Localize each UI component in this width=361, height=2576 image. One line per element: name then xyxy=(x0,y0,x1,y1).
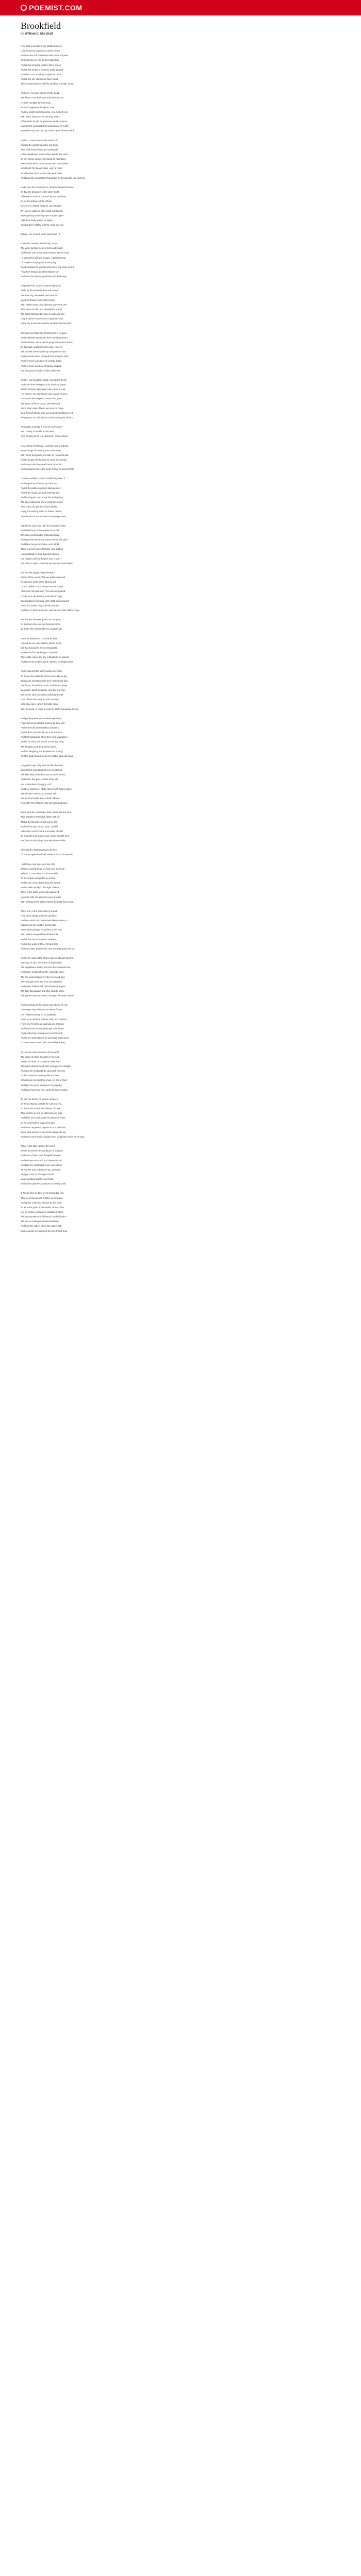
stanza xyxy=(21,1050,340,1092)
stanza xyxy=(21,763,340,805)
poem-line: And kept his youth, and grew in sympathy, xyxy=(21,1083,62,1087)
stanza xyxy=(21,669,340,711)
poem-line: Tell who lies covered up, forever still: xyxy=(21,792,57,795)
poem-line: Ah me! the door is broken now, and wide xyxy=(21,1168,61,1171)
poem-line: And love, in that rude home, was blessed with children's cry. xyxy=(21,609,80,612)
byline-prefix: by xyxy=(21,32,24,36)
poem-line: In wisdom's word and deed and pleasure's mirth) xyxy=(21,125,69,128)
poem-line: And all the airy spirits now have found xyxy=(21,77,58,80)
stanza xyxy=(21,716,340,758)
poem-line: Haply, the warring world no braver breeds, xyxy=(21,510,62,513)
poem-line: And sometimes there the heart of love be poured forth. xyxy=(21,468,75,471)
poem-line: The moonlit stream and crop the golden moss; xyxy=(21,350,67,353)
poem-line: Down in an old-time pasture road, and claimed xyxy=(21,1018,67,1021)
poem-line: And mystic trilliums still had heavensent gaze, xyxy=(21,985,66,988)
stanza xyxy=(21,232,340,236)
stanza xyxy=(21,523,340,566)
poem-line: And loved his fellow men, and had love's victory. xyxy=(21,1088,68,1091)
poem-line: Dear Friend! Whose love our weak remembrance fed, xyxy=(21,411,74,414)
poem-line: In freedom-rest from the successes of strife xyxy=(21,829,63,833)
poem-line: Behold, one cometh in the spirit now!− 1 xyxy=(21,233,60,236)
poem-line: And now the dull heart leaps with love's surprise, xyxy=(21,54,69,57)
poem-line: With cattle's tread, and withered grieve the tree xyxy=(21,303,67,306)
poem-line: And rain upon the roof, and dreamy mood, xyxy=(21,1159,62,1162)
poem-line: And so he roamed the shores and woods and clearns, xyxy=(21,957,74,960)
poem-line: A wealth of tender, melancholy song— xyxy=(21,242,59,245)
stanza xyxy=(21,91,340,133)
poem-line: What though his coming was unheralded xyxy=(21,449,61,452)
poem-line: With pomp and praise, he hath his reward at last; xyxy=(21,453,69,456)
poem-line: They crooned, in midst of work for all the household throng. xyxy=(21,707,79,710)
poem-line: He is of happiness the spirit's core: xyxy=(21,106,55,109)
poem-line: Seeking, for aye, the bloom of yesterdays: xyxy=(21,961,62,964)
poem-line: And brush the enchanted shroud that lay beyond the rule and line. xyxy=(21,176,86,179)
poem-line: Upon the hills, for all whose eyes are dim xyxy=(21,895,61,899)
poem-line: Through field and wood, with young eyes of delight! xyxy=(21,1065,71,1067)
poem-line: He was the first life-bringer to explore xyxy=(21,651,58,654)
poem-line: Clung like a welcome ivied to his dead, buried earth. xyxy=(21,322,72,325)
poem-line: And prove the settler's worth, beyond his bright wants. xyxy=(21,660,74,664)
poem-line: Of this creatures roaming wild and free, xyxy=(21,1074,59,1077)
poem-line: But oh! the wives in rudest suffering strong! xyxy=(21,693,63,697)
poem-line: That bent o'er him, and dwindled to a path xyxy=(21,308,62,311)
poem-byline xyxy=(21,32,340,36)
stanza xyxy=(21,909,340,951)
poem-line: Toiling and sweating while they hacked and hew xyxy=(21,679,68,682)
stanza xyxy=(21,810,340,843)
poem-line: Wherefore my soul hath joy in life's great freedom-birth. xyxy=(21,129,75,132)
poem-line: Reared by the villagers unto his worth and fame. xyxy=(21,802,69,805)
poem-line: And the life-giving sun in splendour sprang, xyxy=(21,750,63,753)
poem-line: Yet still we sing: Saul hath his thousands slain, xyxy=(21,524,67,527)
poem-line: And saw the nesting birds, and back and nod xyxy=(21,1070,65,1073)
stanza xyxy=(21,636,340,665)
poem-line: And of the ringing ax, and crashing tree, xyxy=(21,491,60,494)
poem-line: Death mocked his young heart-woes, and soon among xyxy=(21,265,75,268)
poem-line: And ease of heart, and thoughtful reverie, xyxy=(21,1154,62,1157)
poem-line: That men look up and brighten at thy name, xyxy=(21,1196,64,1199)
poem-line: With robin's song and the arbutus trail, xyxy=(21,933,59,936)
poem-line: Above the hill-tops now. This soil-won ground xyxy=(21,590,65,593)
stanza xyxy=(21,378,340,420)
poem-line: The blue flag waved, and blue grew to shine, xyxy=(21,990,65,993)
poem-line: Comes up the evensong of the lone thrush soul. xyxy=(21,1229,68,1232)
poem-line: That passeth o'er this hill, laden with life. xyxy=(21,816,61,819)
poem-line: And to walk humbly in the sight of Him! xyxy=(21,886,59,889)
poem-line: And from the valley, where the waters roll, xyxy=(21,1225,62,1228)
poem-line: Among the mounds of love-no more alone— xyxy=(21,426,64,429)
poem-container xyxy=(21,21,340,1238)
poem-line: Behold, O man, what is it that He wills xyxy=(21,872,58,875)
poem-line: Thus, in the olden vision still outpoured xyxy=(21,891,59,894)
poem-line: That led him on and on with heavenly sign, xyxy=(21,1112,63,1115)
poem-line: Long years ago, they went to take their rest xyxy=(21,764,63,767)
stanza xyxy=(21,617,340,631)
poem-line: Than he who turns a forest into waving meads. xyxy=(21,515,67,518)
poem-line: (Tales have been told of humour all their own, xyxy=(21,721,65,724)
poem-line: Whence cometh help! My help is in the Lord! xyxy=(21,867,64,870)
poem-line: And venerate the strong nation's head with gold, xyxy=(21,538,68,541)
poem-line: Our hands to kill our brother man in war— xyxy=(21,557,62,560)
poem-line: A first lover's privilege, and was not shamed xyxy=(21,1022,64,1025)
poem-line: And so, I mount the richest sunset hill, xyxy=(21,139,58,142)
poem-line: Or ye, the arbours of the Infinite xyxy=(21,200,52,203)
poem-line: In love-awakened hearts where dwells the name xyxy=(21,152,68,156)
poem-line: And some came there to praise who could have cheered his way. xyxy=(21,1135,85,1138)
poem-title: Brookfield xyxy=(21,21,61,31)
poem-line: Where all the country folk are gathered round xyxy=(21,576,65,579)
stanza xyxy=(21,848,340,857)
poem-line: Wide opening dreaming eyes in spirit sight— xyxy=(21,214,65,217)
poem-line: In the first settler's log-hut built near by; xyxy=(21,604,59,607)
poem-line: There is the little cabin in the tree,6 xyxy=(21,1145,55,1148)
poem-line: Is holy: here the burning bush flamed high xyxy=(21,595,62,598)
stanza xyxy=(21,956,340,998)
poem-line: My friend had fondest greeting for the flower, xyxy=(21,1027,65,1030)
poem-line: And speak of genius, and put by the news xyxy=(21,1201,62,1204)
poem-line: And firm big but, and brook the settling free xyxy=(21,496,63,499)
poem-line: And flower, and brook, and meadow: Not for long xyxy=(21,251,69,255)
poem-line: Singing their ecstasy unto the wind and rain. xyxy=(21,223,64,226)
poem-line: Shewing the heart aspiring to be free xyxy=(21,849,57,852)
poem-line: Of things that lay outside the rule and line, xyxy=(21,1102,62,1105)
poem-line: Beneath the spreading trees on yonder hill— xyxy=(21,769,65,772)
poem-line: Were hanging near the rose and eglantine, xyxy=(21,980,63,983)
poem-line: The day is melting into tenderest flame xyxy=(21,1220,59,1223)
poem-line: Ah, he was richly dowered of the earth! xyxy=(21,1050,59,1054)
poem-line: Of one uplifted voice, whose echoes sound xyxy=(21,585,63,588)
poem-line: Such is the quietness and lack of earthly pride. xyxy=(21,1182,67,1185)
poem-line: From utter, last neglect, a name that gave xyxy=(21,397,62,400)
poem-line: And high assurance when their work was done.) xyxy=(21,736,68,739)
poem-line: Thus, am I in the spirit with my friend, xyxy=(21,909,58,912)
poem-line: Alas! how many waken up again, xyxy=(21,218,53,222)
poem-line: He hath mortality forever shed, xyxy=(21,101,51,104)
poem-line: Nor life require to reach in sculptured frame, xyxy=(21,1210,64,1213)
poem-line: The mayflowers smiled and lent their sweetest airs, xyxy=(21,966,71,969)
poem-line: To those who made the homes here day by day xyxy=(21,674,68,677)
poem-line: And all the brooding earth is full of cheers xyxy=(21,63,62,66)
poem-line: And trees give the flowers he loved are spread, xyxy=(21,458,67,461)
poem-line: And asters curtsied from the road-side ways; xyxy=(21,971,65,974)
poem-line: And when he passed beyond at Sun's decline, xyxy=(21,1126,67,1129)
poem-line: The grace of sand, the daisy in the sod, xyxy=(21,1055,60,1058)
stanza xyxy=(21,44,340,86)
poem-line: He bringeth far-off memory of the sea, xyxy=(21,482,58,485)
poem-line: And all the lure of freedom undenied, xyxy=(21,938,57,941)
poem-line: This is the hill where I was sun-to find xyxy=(21,820,58,823)
poem-line: Was reared within those woods with spark divine. xyxy=(21,162,69,165)
poem-line: The friend I love hath part of death no more, xyxy=(21,96,64,99)
poem-line: And all the world of life of hill and dale, xyxy=(21,942,59,945)
poem-line: Little of rest there was for such as they, xyxy=(21,698,59,701)
poem-line: And sings its joy, For 'tis the happy time xyxy=(21,59,60,62)
poem-line: Where homing nightingale none came to lend xyxy=(21,388,65,391)
poem-line: To wake thee up to visions that were thine xyxy=(21,172,62,175)
poem-line: And lit his soul, and made his utterance shine. xyxy=(21,1116,66,1120)
site-header xyxy=(0,0,361,15)
poem-line: And light the world hath never understood. xyxy=(21,1163,62,1166)
poem-line: And it was well the body's wants were few, xyxy=(21,670,62,673)
poem-line: And evermore were changed from sheep to man; xyxy=(21,355,69,358)
poem-line: With lavish bounty of his teeming worth, xyxy=(21,115,60,118)
poem-line: With seeking in the places where the battle-fires swim. xyxy=(21,900,74,903)
poem-line: Of him whose genius, borrowing its high flame, xyxy=(21,158,67,161)
stanza xyxy=(21,283,340,326)
poem-line: Loud gratitude to God-that died upheld! xyxy=(21,552,59,555)
author-link[interactable]: William E. Marshall xyxy=(25,32,53,36)
logo-icon xyxy=(21,5,27,11)
poem-line: the garden patch and grain, and flax and hay;— xyxy=(21,689,68,692)
poem-line: But the First Settler has a shaft of flame xyxy=(21,796,60,800)
poem-line: On yonder hill, close to a great high road, xyxy=(21,284,61,287)
stanza xyxy=(21,570,340,613)
poem-line: Singing the wandering echo of a home xyxy=(21,143,59,146)
poem-line: Not that the Venturer grows rich on great, xyxy=(21,618,61,621)
poem-line: The Poet lay, unheeded; and the load xyxy=(21,294,58,297)
poem-line: When Spring began to call him to her side xyxy=(21,928,62,931)
logo-text: POEMIST.COM xyxy=(29,4,83,12)
poem-line: And all the breast of sleepers under ground xyxy=(21,68,63,71)
poem-line: We make great holiday of bloodied gain, xyxy=(21,533,60,536)
poem-line: Only a chance-lower stone of yearn-to-hath, xyxy=(21,317,64,320)
poem-line: Now hath a wonder 'in the saddened eyes xyxy=(21,45,62,47)
poem-line: Where sometimes he would go for solitude, xyxy=(21,1149,63,1153)
poem-line: Upon his broken heart sank heavily xyxy=(21,298,56,301)
poem-line: And of my regret! (Such he was loyal, with power xyxy=(21,1037,69,1040)
poem-line: The field they cleared for use at God's behest, xyxy=(21,773,66,776)
poem-line: Her brilliants beauty on us suddenly: xyxy=(21,1013,57,1016)
poem-line: Long misted by a grievous winter-climes xyxy=(21,49,60,53)
poem-line: But that among the forest immigrants, xyxy=(21,646,58,649)
poem-body xyxy=(21,44,340,1233)
stanza xyxy=(21,425,340,438)
poem-line: And gentlest live-speech over just framed5 xyxy=(21,1032,63,1035)
poem-line: By those who followed him to conquer fate xyxy=(21,628,62,631)
poem-line: That crown the pioneer's hard destiny. xyxy=(21,505,58,509)
poem-line: And something of that bloom was shown for me, xyxy=(21,1004,68,1007)
stanza xyxy=(21,1097,340,1139)
poem-line: Which know not that they know, yet are of God! xyxy=(21,1079,67,1082)
stanza xyxy=(21,1003,340,1045)
poem-line: Descend in winged raptures, and the light xyxy=(21,205,62,208)
poem-line: Them in Love's sacred temple, and outpour xyxy=(21,548,63,551)
stanza xyxy=(21,476,340,518)
poem-line: To tell some good of one death cannot claim, xyxy=(21,1206,65,1209)
poem-line: And here and there, whitte stones with carven name xyxy=(21,787,72,790)
poem-line: And many a kindly eye will mark his worth xyxy=(21,463,62,466)
poem-line: Hadst thou but dreamed! Ah, dreamers heath the blue xyxy=(21,185,74,189)
poem-line: To those who loved, the follower of a star xyxy=(21,1107,61,1110)
poem-line: And unto which his heart would always wend,— xyxy=(21,919,68,922)
poem-line: But, from the bloodless face with hidden knife, xyxy=(21,839,66,842)
poem-line: O Friend who so didst joy of knowledge use, xyxy=(21,1192,64,1195)
poem-line: And bless his gory trophies, and unfold xyxy=(21,543,59,546)
poem-line: Of God-with man (Lord, Lord, revive not with me!) xyxy=(21,834,70,837)
poem-line: Thou gav'st our silent bard a home among the dead.2 xyxy=(21,416,73,419)
stanza xyxy=(21,241,340,279)
poem-line: Ah! Christ is dead;—and we the Roman Guard adore. xyxy=(21,562,73,565)
poem-line: Have burst out suddenly in glorious prime, xyxy=(21,73,62,76)
poem-line: Since other ease of heart we most do crave. xyxy=(21,406,64,410)
poem-line: And of their wit that crackled unawares; xyxy=(21,726,59,729)
poem-line: And evermore cared not for worldly dross, xyxy=(21,360,62,363)
poem-line: With charity of marble at his head, xyxy=(21,430,54,433)
poem-line: To such as heard, he was an answerer xyxy=(21,1097,59,1100)
poem-line: Made by the pioneers from sea to sea, xyxy=(21,289,59,292)
poem-line: Little save care, ev'n in the baby song: xyxy=(21,703,58,706)
poem-line: Awake his heart: and early he went forth, xyxy=(21,1060,61,1063)
stanza xyxy=(21,1191,340,1233)
poem-line: Pillowed on stone and kissed by sun and dew! xyxy=(21,195,66,198)
poem-line: The grace of life in songs now little read, xyxy=(21,402,60,405)
poem-line: And of their stout sturdy-sex and, and tone, xyxy=(21,731,63,734)
poem-line: Forgotten things a wrathful shadow lay xyxy=(21,270,59,274)
poem-line: Now, in this churchyard, rests the long-lost dead, xyxy=(21,444,69,447)
poem-line: The voice familiar friend of bird, and bough, xyxy=(21,247,63,250)
poem-line: Their wonted shrines with life and love emerald 'round. xyxy=(21,82,74,86)
poem-line: And evermore lived out of Spring, and ran xyxy=(21,364,62,367)
poem-line: By that rude, wailing music's urge, to cover xyxy=(21,346,63,349)
poem-line: That shall forever have its roaming will xyxy=(21,148,59,151)
poem-line: Of shepherds piping in the early day: xyxy=(21,261,57,264)
poem-line: But see this happy village festival.4 xyxy=(21,571,55,574)
poem-line: Of thee? But to do justice in accord, xyxy=(21,876,56,879)
poem-line: Of Heaven within its bliss earth mortal gets, xyxy=(21,209,63,212)
poem-line: Into the joyous woods to follow after Pan. xyxy=(21,369,61,372)
site-logo[interactable] xyxy=(21,3,83,12)
poem-line: Surely, for them, the thrush at evening sang, xyxy=(21,740,64,743)
poem-line: And to love mercy better than the sword, xyxy=(21,882,61,885)
poem-line: We know his fellow-shepherds cried to Heaven, xyxy=(21,331,68,334)
poem-line: And the glad harvest moon her golden lamp did hang. xyxy=(21,754,74,757)
poem-line: The Pleiades and great Orion shone, xyxy=(21,745,57,748)
poem-line: And doubtless, some late-to-grays sheep were driven xyxy=(21,341,73,344)
stanza xyxy=(21,862,340,904)
poem-line: Since then the years have flown, flown like the wind xyxy=(21,811,72,814)
poem-line: Of lust and greed and self, whate'er the prize may be. xyxy=(21,853,73,856)
poem-line: Some who had never seen him caught the ray xyxy=(21,1130,66,1133)
poem-line: And yet they were not sad-these pioneers; xyxy=(21,717,62,720)
poem-line: And of the pathless woods' alluring maze, xyxy=(21,486,62,489)
poem-line: Or seemed a hero or was honored more xyxy=(21,623,60,626)
poem-line: And now I no more sorrow for the dead, xyxy=(21,92,60,95)
poem-line: (What times he did his garnered wealth outpour, xyxy=(21,120,68,123)
poem-line: In the far wilderness; nor that he bore xyxy=(21,637,58,640)
poem-line: Of love I never knew, until I shared his dower) xyxy=(21,1041,65,1044)
poem-line: Lo! now, another comes to swell the praise. 3 xyxy=(21,477,65,480)
poem-line: My friend in days of old. Now, I am left xyxy=(21,825,58,828)
stanza xyxy=(21,444,340,472)
stanza xyxy=(21,185,340,227)
stanza xyxy=(21,1144,340,1186)
poem-line: The forest, burned the brush, and cleared away xyxy=(21,684,68,687)
poem-line: So he went forth to keep in his day xyxy=(21,1121,55,1124)
poem-line: Of day, the dreamers in the starry night, xyxy=(21,190,60,193)
poem-line: These hills, where the shy redbud had his haunts, xyxy=(21,656,70,659)
poem-line: And my heart's memory brims, yea, runneth o'er, xyxy=(21,110,69,113)
poem-line: One eager day, when the Woodsne flamed xyxy=(21,1008,63,1011)
poem-line: I will lift up mine eyes unto the hills, xyxy=(21,862,56,866)
poem-line: And yet, I feel as if it might intrude xyxy=(21,1173,54,1176)
poem-line: The great highway that was so wide and free— xyxy=(21,313,67,316)
poem-line: And soon the melody grew faint and died away. xyxy=(21,275,67,278)
poem-line: And river, lake, and stream, and love that would not fail. xyxy=(21,947,75,950)
poem-line: Had more than loving word for that lone grave, xyxy=(21,383,67,386)
poem-line: Impatient of the world of human tide— xyxy=(21,924,58,927)
poem-line: Himself as one who paid for other's score; xyxy=(21,641,62,645)
poem-line: The golden-rods and asters thronged the steep incline. xyxy=(21,994,75,997)
poem-line: A presence; his warm heart was moved to save, xyxy=(21,393,68,396)
poem-line: Here in the village which he glorified; xyxy=(21,914,57,917)
poem-line: The word spoken the full watch reached hath— xyxy=(21,1215,67,1218)
stanza xyxy=(21,331,340,373)
poem-line: The age-imprisoned soil to ease the needs xyxy=(21,501,63,504)
poem-line: He wandered with the meagre, vagrant throng xyxy=(21,256,66,259)
poem-line: Responsive to the clear, alluring call xyxy=(21,581,56,584)
poem-line: Brookfield! Thy beauty slept, until he came xyxy=(21,167,62,170)
poem-line: One hundred years ago, when faith was crowned xyxy=(21,599,69,602)
poem-line: Upon a resting soul to look inside,— xyxy=(21,1178,56,1181)
poem-line: The red-veined slippers of the elves and fays xyxy=(21,975,65,978)
poem-line: Are undisturbed of any joy or ill: xyxy=(21,783,52,786)
stanza xyxy=(21,138,340,180)
poem-line: And he, our freedom's guide, our Spirit's friend, xyxy=(21,378,67,381)
poem-line: And thrilled the winds with their melodious tears; xyxy=(21,336,68,339)
poem-line: And David tens of thousands! As of old, xyxy=(21,529,60,532)
poem-line: And, clinging to his feet, that poor, chance stone. xyxy=(21,435,69,438)
poem-line: And where the quiet tenants of his will xyxy=(21,778,58,781)
